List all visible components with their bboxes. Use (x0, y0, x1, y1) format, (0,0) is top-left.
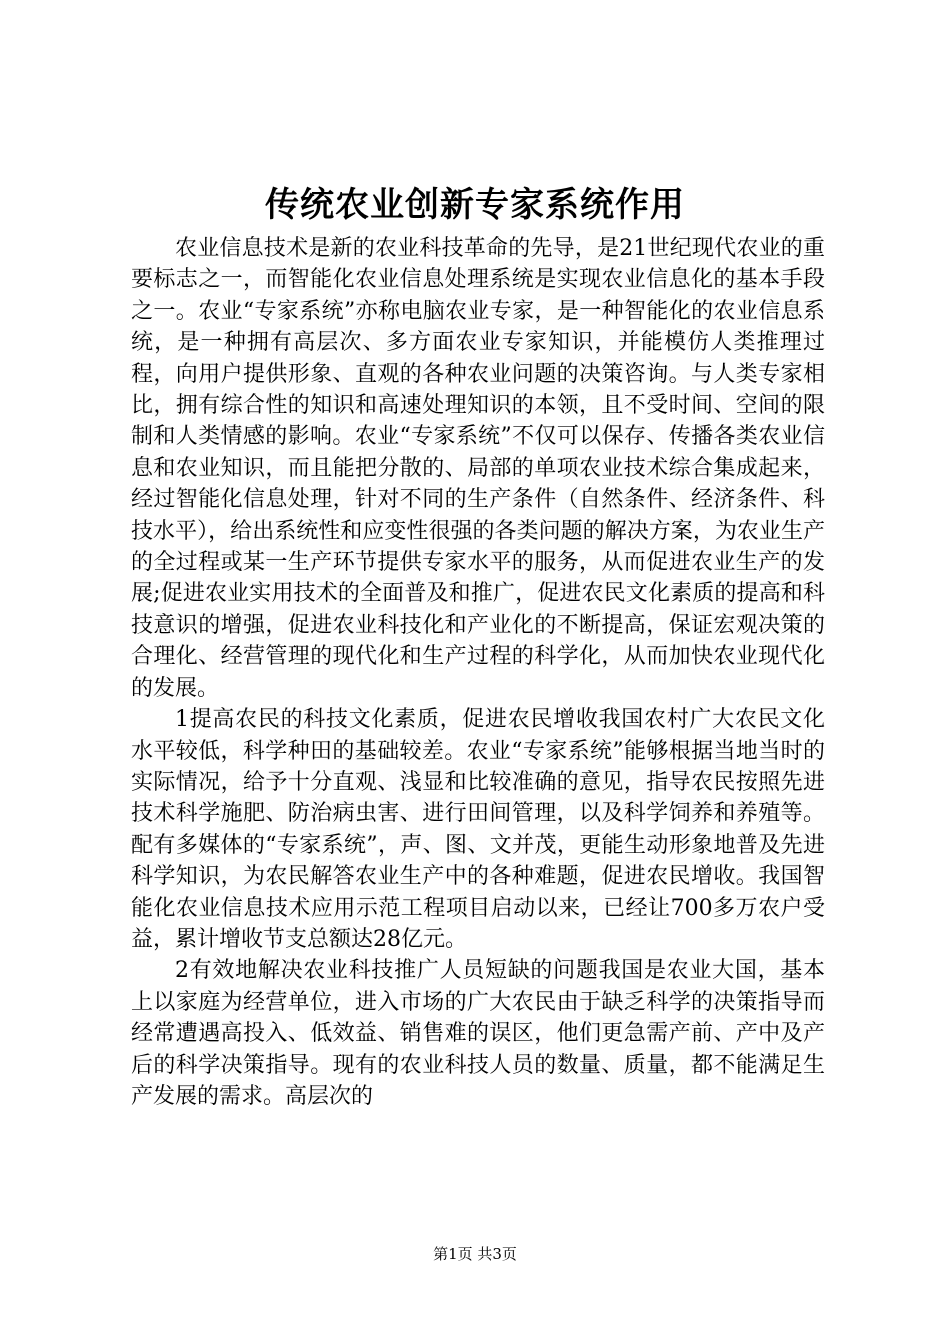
document-body (131, 233, 825, 1112)
paragraph-intro: 农业信息技术是新的农业科技革命的先导，是21世纪现代农业的重要标志之一，而智能化农业信息处理系统是实现农业信息化的基本手段之一。农业“专家系统”亦称电脑农业专家，是一种智能化的农业信息系统，是一种拥有高层次、多方面农业专家知识，并能模仿人类推理过程，向用户提供形象、直观的各种农业问题的决策咨询。与人类专家相比，拥有综合性的知识和高速处理知识的本领，且不受时间、空间的限制和人类情感的影响。农业“专家系统”不仅可以保存、传播各类农业信息和农业知识，而且能把分散的、局部的单项农业技术综合集成起来，经过智能化信息处理，针对不同的生产条件（自然条件、经济条件、科技水平），给出系统性和应变性很强的各类问题的解决方案，为农业生产的全过程或某一生产环节提供专家水平的服务，从而促进农业生产的发展;促进农业实用技术的全面普及和推广，促进农民文化素质的提高和科技意识的增强，促进农业科技化和产业化的不断提高，保证宏观决策的合理化、经营管理的现代化和生产过程的科学化，从而加快农业现代化的发展。 (131, 236, 825, 701)
document-title: 传统农业创新专家系统作用 (265, 185, 685, 225)
paragraph-section-1: 1提高农民的科技文化素质，促进农民增收我国农村广大农民文化水平较低，科学种田的基础较差。农业“专家系统”能够根据当地当时的实际情况，给予十分直观、浅显和比较准确的意见，指导农民按照先进技术科学施肥、防治病虫害、进行田间管理，以及科学饲养和养殖等。配有多媒体的“专家系统”，声、图、文并茂，更能生动形象地普及先进科学知识，为农民解答农业生产中的各种难题，促进农民增收。我国智能化农业信息技术应用示范工程项目启动以来，已经让700多万农户受益，累计增收节支总额达28亿元。 (131, 707, 825, 952)
page-number-footer: 第1页 共3页 (433, 1245, 517, 1263)
paragraph-section-2: 2有效地解决农业科技推广人员短缺的问题我国是农业大国，基本上以家庭为经营单位，进入市场的广大农民由于缺乏科学的决策指导而经常遭遇高投入、低效益、销售难的误区，他们更急需产前、产中及产后的科学决策指导。现有的农业科技人员的数量、质量，都不能满足生产发展的需求。高层次的 (131, 958, 825, 1109)
